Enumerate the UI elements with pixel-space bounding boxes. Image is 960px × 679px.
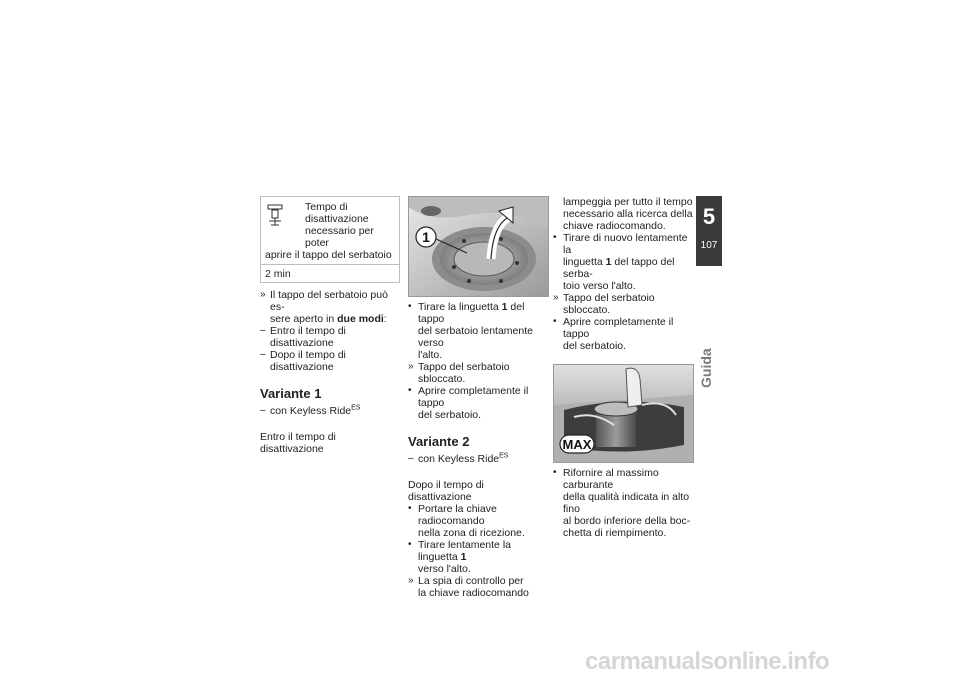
dot-bullet: [553, 232, 563, 244]
text: del serbatoio.: [563, 340, 627, 352]
list-item: [260, 325, 400, 349]
info-box-header: [261, 197, 399, 264]
text: La spia di controllo per: [418, 575, 524, 587]
dot-bullet: [408, 539, 418, 551]
dot-bullet: [408, 503, 418, 515]
bold-text: 1: [460, 551, 467, 563]
text: :: [383, 313, 387, 325]
text: Aprire completamente il tappo: [563, 316, 674, 340]
list-item: [408, 301, 548, 361]
list-item: [408, 503, 548, 539]
page-number: 107: [700, 240, 718, 251]
text: toio verso l'alto.: [563, 280, 636, 292]
text: nella zona di ricezione.: [418, 527, 525, 539]
arrow-bullet: [408, 575, 418, 587]
text: Aprire completamente il tappo: [418, 385, 529, 409]
heading-variante-1: Variante 1: [260, 386, 322, 401]
text: del serbatoio.: [418, 409, 482, 421]
section-title: Guida: [698, 348, 714, 388]
text: chetta di riempimento.: [563, 527, 667, 539]
text: la chiave radiocomando: [418, 587, 529, 599]
list-item: [408, 385, 548, 421]
list-item: [408, 575, 548, 599]
info-value: 2 min: [261, 264, 399, 282]
photo-label-1: 1: [422, 229, 430, 245]
text: con Keyless Ride: [418, 453, 500, 465]
paragraph: Entro il tempo di disattivazione: [260, 431, 336, 455]
paragraph: Dopo il tempo di disattivazione: [408, 479, 484, 503]
text: Rifornire al massimo carburante: [563, 467, 659, 491]
bold-text: 1: [605, 256, 612, 268]
text: lampeggia per tutto il tempo: [563, 196, 693, 208]
list-item: [408, 453, 548, 465]
dot-bullet: [408, 385, 418, 397]
info-box: [260, 196, 400, 283]
heading-variante-2: Variante 2: [408, 434, 470, 449]
superscript: ES: [499, 452, 509, 460]
column-3: [553, 196, 693, 539]
text: Dopo il tempo di disattivazione: [270, 349, 346, 373]
dash-bullet: [408, 453, 418, 465]
text: l'alto.: [418, 349, 443, 361]
fuel-cap-photo: [408, 196, 549, 297]
superscript: ES: [351, 404, 361, 412]
text: della qualità indicata in alto fino: [563, 491, 690, 515]
list-item: [553, 232, 693, 292]
column-2: [408, 196, 548, 599]
chapter-number: 5: [702, 204, 716, 229]
bold-text: 1: [501, 301, 508, 313]
text: chiave radiocomando.: [563, 220, 666, 232]
text: verso l'alto.: [418, 563, 471, 575]
text: Portare la chiave radiocomando: [418, 503, 497, 527]
dot-bullet: [408, 301, 418, 313]
dot-bullet: [553, 467, 563, 479]
list-item: [553, 292, 693, 316]
list-item: [553, 467, 693, 539]
watermark: carmanualsonline.info: [585, 648, 830, 675]
text: Tirare lentamente la linguetta: [418, 539, 511, 563]
list-item: [260, 349, 400, 373]
text: al bordo inferiore della boc-: [563, 515, 691, 527]
text: Tappo del serbatoio sbloccato.: [563, 292, 655, 316]
arrow-bullet: [260, 289, 270, 301]
text: con Keyless Ride: [270, 405, 352, 417]
info-line-1: Tempo di disattivazione: [305, 201, 369, 225]
list-item: [260, 289, 400, 325]
list-item: [553, 316, 693, 352]
column-1: [260, 196, 400, 455]
section-label: [700, 318, 720, 388]
arrow-bullet: [553, 292, 563, 304]
arrow-bullet: [408, 361, 418, 373]
dash-bullet: [260, 405, 270, 417]
text: Tappo del serbatoio sbloccato.: [418, 361, 510, 385]
fuel-filler-neck-photo: [553, 364, 694, 463]
bold-text: due modi: [337, 313, 384, 325]
chapter-tab: [696, 196, 722, 266]
text: Tirare la linguetta: [418, 301, 502, 313]
photo-label-max: MAX: [562, 437, 592, 452]
text: linguetta: [563, 256, 606, 268]
text: del tappo del serba-: [563, 256, 675, 280]
text: del tappo: [418, 301, 525, 325]
dot-bullet: [553, 316, 563, 328]
fuel-cap-timer-icon: [267, 203, 283, 227]
text: del serbatoio lentamente verso: [418, 325, 533, 349]
info-line-2: necessario per poter: [305, 225, 374, 249]
info-line-3: aprire il tappo del serbatoio: [265, 249, 392, 261]
dash-bullet: [260, 325, 270, 337]
list-item: [408, 361, 548, 385]
text: Il tappo del serbatoio può es-: [270, 289, 388, 313]
text: Tirare di nuovo lentamente la: [563, 232, 688, 256]
text: Entro il tempo di disattivazione: [270, 325, 346, 349]
list-item: [260, 405, 400, 417]
text: necessario alla ricerca della: [563, 208, 693, 220]
list-item: [408, 539, 548, 575]
text: sere aperto in: [270, 313, 338, 325]
list-item-continued: [553, 196, 693, 232]
dash-bullet: [260, 349, 270, 361]
